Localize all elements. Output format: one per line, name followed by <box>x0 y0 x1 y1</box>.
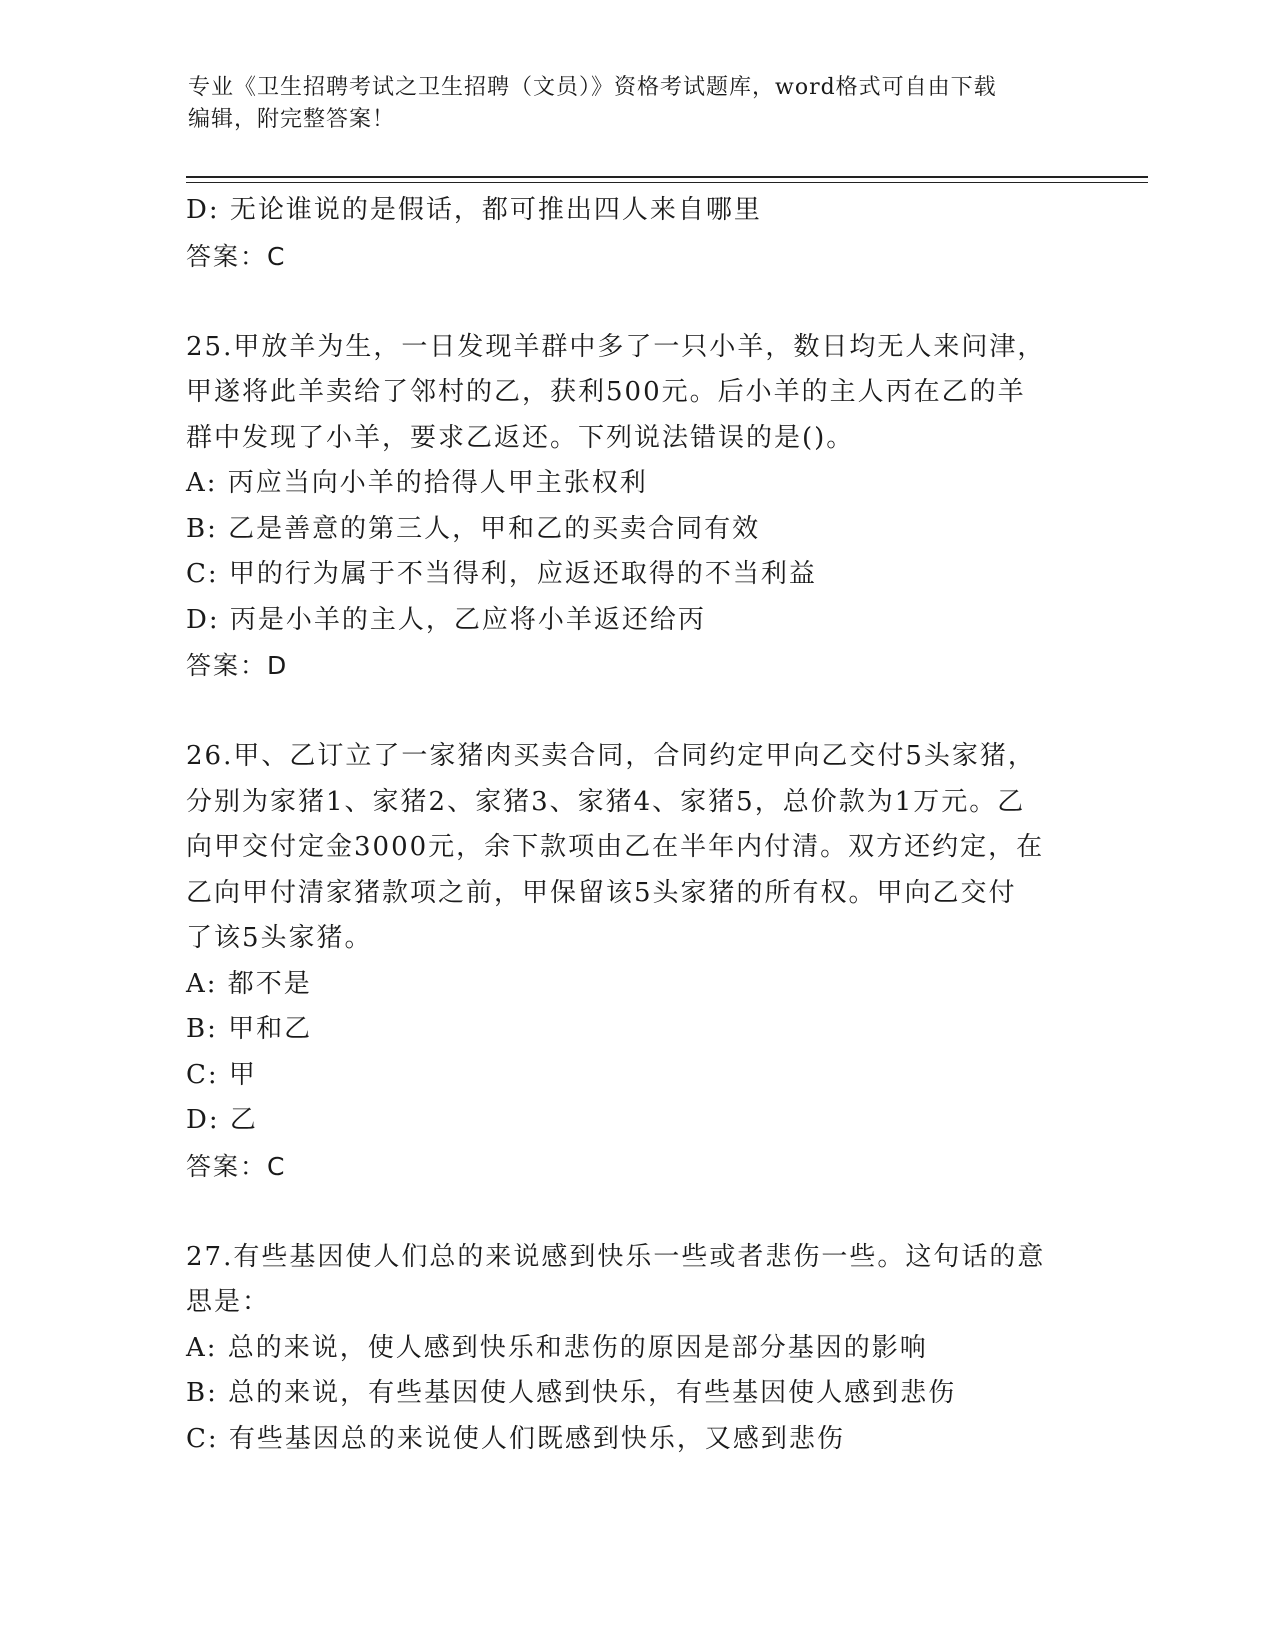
header-line-2: 编辑，附完整答案！ <box>188 107 396 132</box>
question-25-line-2: 甲遂将此羊卖给了邻村的乙，获利500元。后小羊的主人丙在乙的羊 <box>186 377 1026 407</box>
spacer <box>186 689 1086 735</box>
question-26-line-1: 26.甲、乙订立了一家猪肉买卖合同，合同约定甲向乙交付5头家猪， <box>186 741 1036 771</box>
question-25-option-a: A: 丙应当向小羊的拾得人甲主张权利 <box>186 468 648 498</box>
question-26-option-d: D: 乙 <box>186 1105 258 1135</box>
question-25-answer: 答案：D <box>186 651 289 680</box>
question-26-line-4: 乙向甲付清家猪款项之前，甲保留该5头家猪的所有权。甲向乙交付 <box>186 877 1017 908</box>
question-25-option-b: B: 乙是善意的第三人，甲和乙的买卖合同有效 <box>186 513 761 544</box>
question-27-option-a: A: 总的来说，使人感到快乐和悲伤的原因是部分基因的影响 <box>186 1332 928 1363</box>
question-26-answer: 答案：C <box>186 1151 287 1181</box>
question-26-option-a: A: 都不是 <box>186 968 312 999</box>
spacer <box>186 279 1086 325</box>
question-27 <box>186 1235 1086 1463</box>
spacer <box>186 1189 1086 1235</box>
question-25-line-3: 群中发现了小羊，要求乙返还。下列说法错误的是()。 <box>186 422 855 453</box>
question-26-option-b: B: 甲和乙 <box>186 1014 313 1044</box>
question-27-line-1: 27.有些基因使人们总的来说感到快乐一些或者悲伤一些。这句话的意 <box>186 1241 1046 1272</box>
prev-option-d: D: 无论谁说的是假话，都可推出四人来自哪里 <box>186 195 762 225</box>
question-27-option-c: C: 有些基因总的来说使人们既感到快乐，又感到悲伤 <box>186 1423 845 1454</box>
header-rule-thick <box>186 176 1148 178</box>
question-26-line-3: 向甲交付定金3000元，余下款项由乙在半年内付清。双方还约定，在 <box>186 832 1045 862</box>
question-25-option-d: D: 丙是小羊的主人，乙应将小羊返还给丙 <box>186 604 706 635</box>
question-25 <box>186 325 1086 689</box>
question-26-line-2: 分别为家猪1、家猪2、家猪3、家猪4、家猪5，总价款为1万元。乙 <box>186 786 1026 817</box>
question-26-line-5: 了该5头家猪。 <box>186 923 373 953</box>
header-rule-thin <box>186 182 1148 183</box>
question-26 <box>186 734 1086 1189</box>
question-27-line-2: 思是： <box>186 1287 271 1317</box>
prev-answer: 答案：C <box>186 241 287 271</box>
question-26-option-c: C: 甲 <box>186 1059 257 1090</box>
question-25-line-1: 25.甲放羊为生，一日发现羊群中多了一只小羊，数日均无人来问津， <box>186 331 1046 362</box>
header-line-1: 专业《卫生招聘考试之卫生招聘（文员）》资格考试题库，word格式可自由下载 <box>188 75 997 100</box>
question-content <box>186 188 1086 1462</box>
question-27-option-b: B: 总的来说，有些基因使人感到快乐，有些基因使人感到悲伤 <box>186 1378 957 1408</box>
question-25-option-c: C: 甲的行为属于不当得利，应返还取得的不当利益 <box>186 559 817 589</box>
page-header <box>188 72 1068 136</box>
